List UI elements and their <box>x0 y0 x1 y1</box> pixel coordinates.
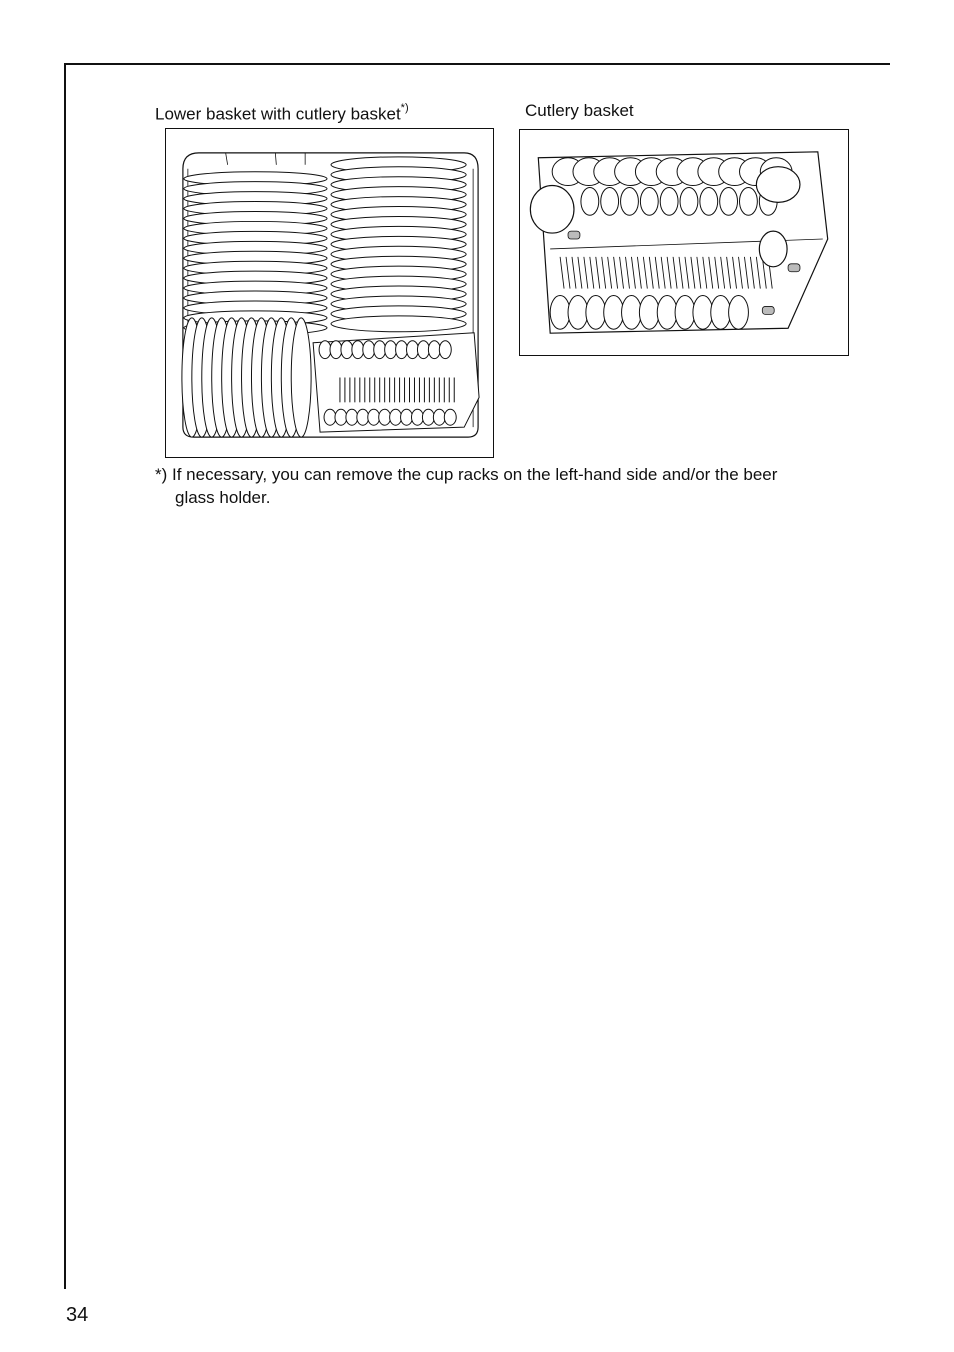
spoon-outline <box>401 409 413 425</box>
spoon-outline <box>411 409 423 425</box>
spoon-outline <box>711 296 731 330</box>
page-number: 34 <box>66 1304 89 1326</box>
lower-basket-illustration <box>165 128 494 458</box>
spoon-outline <box>640 187 658 215</box>
spoon-outline <box>675 296 695 330</box>
footnote <box>155 463 855 509</box>
cutlery-basket-caption: Cutlery basket <box>525 101 634 120</box>
spoon-outline <box>433 409 445 425</box>
spoon-outline <box>330 341 342 359</box>
spoon-outline <box>324 409 336 425</box>
spoon-outline <box>444 409 456 425</box>
spoon-outline <box>390 409 402 425</box>
spoon-outline <box>568 296 588 330</box>
spoon-outline <box>385 341 397 359</box>
cutlery-basket-illustration <box>519 129 849 356</box>
spoon-outline <box>357 409 369 425</box>
footnote-line-2: glass holder. <box>175 488 271 507</box>
spoon-outline <box>622 296 642 330</box>
lower-basket-caption-text: Lower basket with cutlery basket <box>155 104 401 124</box>
spoon-outline <box>621 187 639 215</box>
spoon-outline <box>368 409 380 425</box>
spoon-outline <box>729 296 749 330</box>
spoon-outline <box>601 187 619 215</box>
spoon-outline <box>657 296 677 330</box>
plate-outline <box>291 318 311 437</box>
lower-basket-drawing <box>166 129 493 457</box>
spoon-outline <box>693 296 713 330</box>
spoon-outline <box>341 341 353 359</box>
spoon-outline <box>363 341 375 359</box>
footnote-marker: *) <box>400 102 409 114</box>
left-margin-rule <box>64 63 66 1289</box>
spoon-outline <box>422 409 434 425</box>
spoon-outline <box>335 409 347 425</box>
spoon-outline <box>720 187 738 215</box>
cutlery-basket-drawing <box>520 130 848 355</box>
lower-basket-caption <box>155 100 409 125</box>
footnote-line-1: *) If necessary, you can remove the cup racks on the left-hand side and/or the beer <box>155 465 778 484</box>
spoon-outline <box>319 341 331 359</box>
spoon-outline <box>604 296 624 330</box>
spoon-outline <box>428 341 440 359</box>
spoon-outline <box>586 296 606 330</box>
spoon-outline <box>407 341 419 359</box>
spoon-outline <box>680 187 698 215</box>
spoon-outline <box>550 296 570 330</box>
spoon-outline <box>740 187 758 215</box>
spoon-outline <box>700 187 718 215</box>
spoon-outline <box>417 341 429 359</box>
spoon-outline <box>379 409 391 425</box>
spoon-outline <box>396 341 408 359</box>
spoon-outline <box>374 341 386 359</box>
spoon-outline <box>660 187 678 215</box>
spoon-outline <box>439 341 451 359</box>
spoon-outline <box>639 296 659 330</box>
spoon-outline <box>352 341 364 359</box>
plate-outline <box>331 316 466 332</box>
spoon-outline <box>581 187 599 215</box>
spoon-outline <box>346 409 358 425</box>
top-rule <box>64 63 890 65</box>
